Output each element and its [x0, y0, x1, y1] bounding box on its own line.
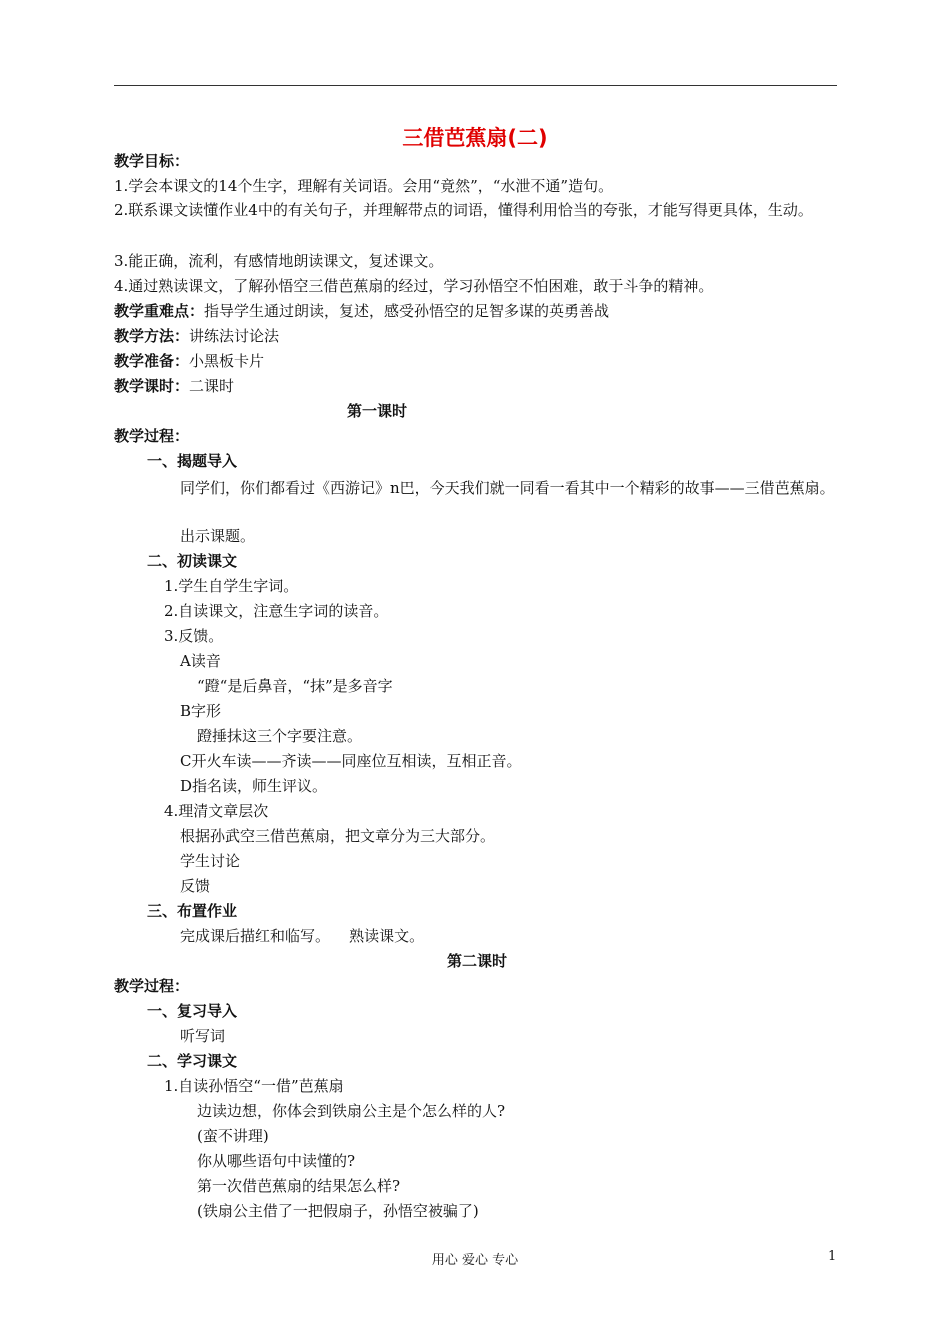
- footer-motto: 用心 爱心 专心: [431, 1253, 519, 1268]
- lesson1-item4-line-2: 学生讨论: [180, 852, 241, 870]
- method-label: 教学方法：: [114, 327, 190, 345]
- lesson1-d-text: D指名读，师生评议。: [180, 777, 328, 795]
- objectives-label: 教学目标：: [114, 152, 190, 170]
- objective-2: 2.联系课文读懂作业4中的有关句子，并理解带点的词语，懂得利用恰当的夸张，才能写得更具体，生动。: [114, 201, 813, 219]
- lesson1-show-title: 出示课题。: [180, 527, 256, 545]
- lesson1-homework-text: 完成课后描红和临写。 熟读课文。: [180, 927, 425, 945]
- objective-4: 4.通过熟读课文，了解孙悟空三借芭蕉扇的经过，学习孙悟空不怕困难，敢于斗争的精神。: [114, 277, 714, 295]
- hours-label: 教学课时：: [114, 377, 190, 395]
- page-title: 三借芭蕉扇(二): [402, 126, 548, 150]
- lesson1-a-label: A读音: [180, 652, 221, 670]
- key-points-label: 教学重难点：: [114, 302, 205, 320]
- lesson1-item-3: 3.反馈。: [164, 627, 224, 645]
- lesson2-item1-line-1: 边读边想，你体会到铁扇公主是个怎么样的人?: [197, 1102, 506, 1120]
- key-points-value: 指导学生通过朗读，复述，感受孙悟空的足智多谋的英勇善战: [204, 302, 610, 320]
- lesson1-b-label: B字形: [180, 702, 222, 720]
- lesson1-item-1: 1.学生自学生字词。: [164, 577, 299, 595]
- lesson1-c-text: C开火车读——齐读——同座位互相读，互相正音。: [180, 752, 522, 770]
- teaching-method: [114, 326, 279, 346]
- objective-3: 3.能正确，流利，有感情地朗读课文，复述课文。: [114, 252, 444, 270]
- lesson2-section1-heading: 一、复习导入: [147, 1002, 238, 1020]
- lesson1-item-2: 2.自读课文，注意生字词的读音。: [164, 602, 389, 620]
- lesson2-dictation-text: 听写词: [180, 1027, 226, 1045]
- lesson1-item-4: 4.理清文章层次: [164, 802, 269, 820]
- lesson2-item1-line-5: (铁扇公主借了一把假扇子，孙悟空被骗了): [197, 1202, 479, 1220]
- header-rule: [114, 85, 837, 86]
- page-number: 1: [828, 1249, 837, 1264]
- lesson2-item1-line-2: (蛮不讲理): [197, 1127, 269, 1145]
- lesson2-section2-heading: 二、学习课文: [147, 1052, 238, 1070]
- method-value: 讲练法讨论法: [189, 327, 280, 345]
- prep-value: 小黑板卡片: [189, 352, 265, 370]
- lesson1-intro-text: 同学们，你们都看过《西游记》n巴，今天我们就一同看一看其中一个精彩的故事——三借芭蕉扇。: [180, 479, 835, 497]
- teaching-prep: [114, 351, 264, 371]
- lesson1-section3-heading: 三、布置作业: [147, 902, 238, 920]
- lesson2-item-1: 1.自读孙悟空“一借”芭蕉扇: [164, 1077, 344, 1095]
- lesson1-process-label: 教学过程：: [114, 427, 190, 445]
- lesson2-item1-line-3: 你从哪些语句中读懂的?: [197, 1152, 356, 1170]
- teaching-hours: [114, 376, 234, 396]
- objective-1: 1.学会本课文的14个生字，理解有关词语。会用“竟然”，“水泄不通”造句。: [114, 177, 614, 195]
- lesson1-b-text: 蹬捶抹这三个字要注意。: [197, 727, 363, 745]
- lesson1-section2-heading: 二、初读课文: [147, 552, 238, 570]
- lesson1-heading: 第一课时: [347, 402, 408, 420]
- hours-value: 二课时: [189, 377, 235, 395]
- lesson2-process-label: 教学过程：: [114, 977, 190, 995]
- lesson1-section1-heading: 一、揭题导入: [147, 452, 238, 470]
- lesson1-item4-line-1: 根据孙武空三借芭蕉扇，把文章分为三大部分。: [180, 827, 496, 845]
- lesson1-item4-line-3: 反馈: [180, 877, 211, 895]
- lesson1-a-text: “蹬“是后鼻音，“抹”是多音字: [197, 677, 393, 695]
- lesson2-item1-line-4: 第一次借芭蕉扇的结果怎么样?: [197, 1177, 401, 1195]
- lesson2-heading: 第二课时: [447, 952, 508, 970]
- key-points: [114, 301, 609, 321]
- prep-label: 教学准备：: [114, 352, 190, 370]
